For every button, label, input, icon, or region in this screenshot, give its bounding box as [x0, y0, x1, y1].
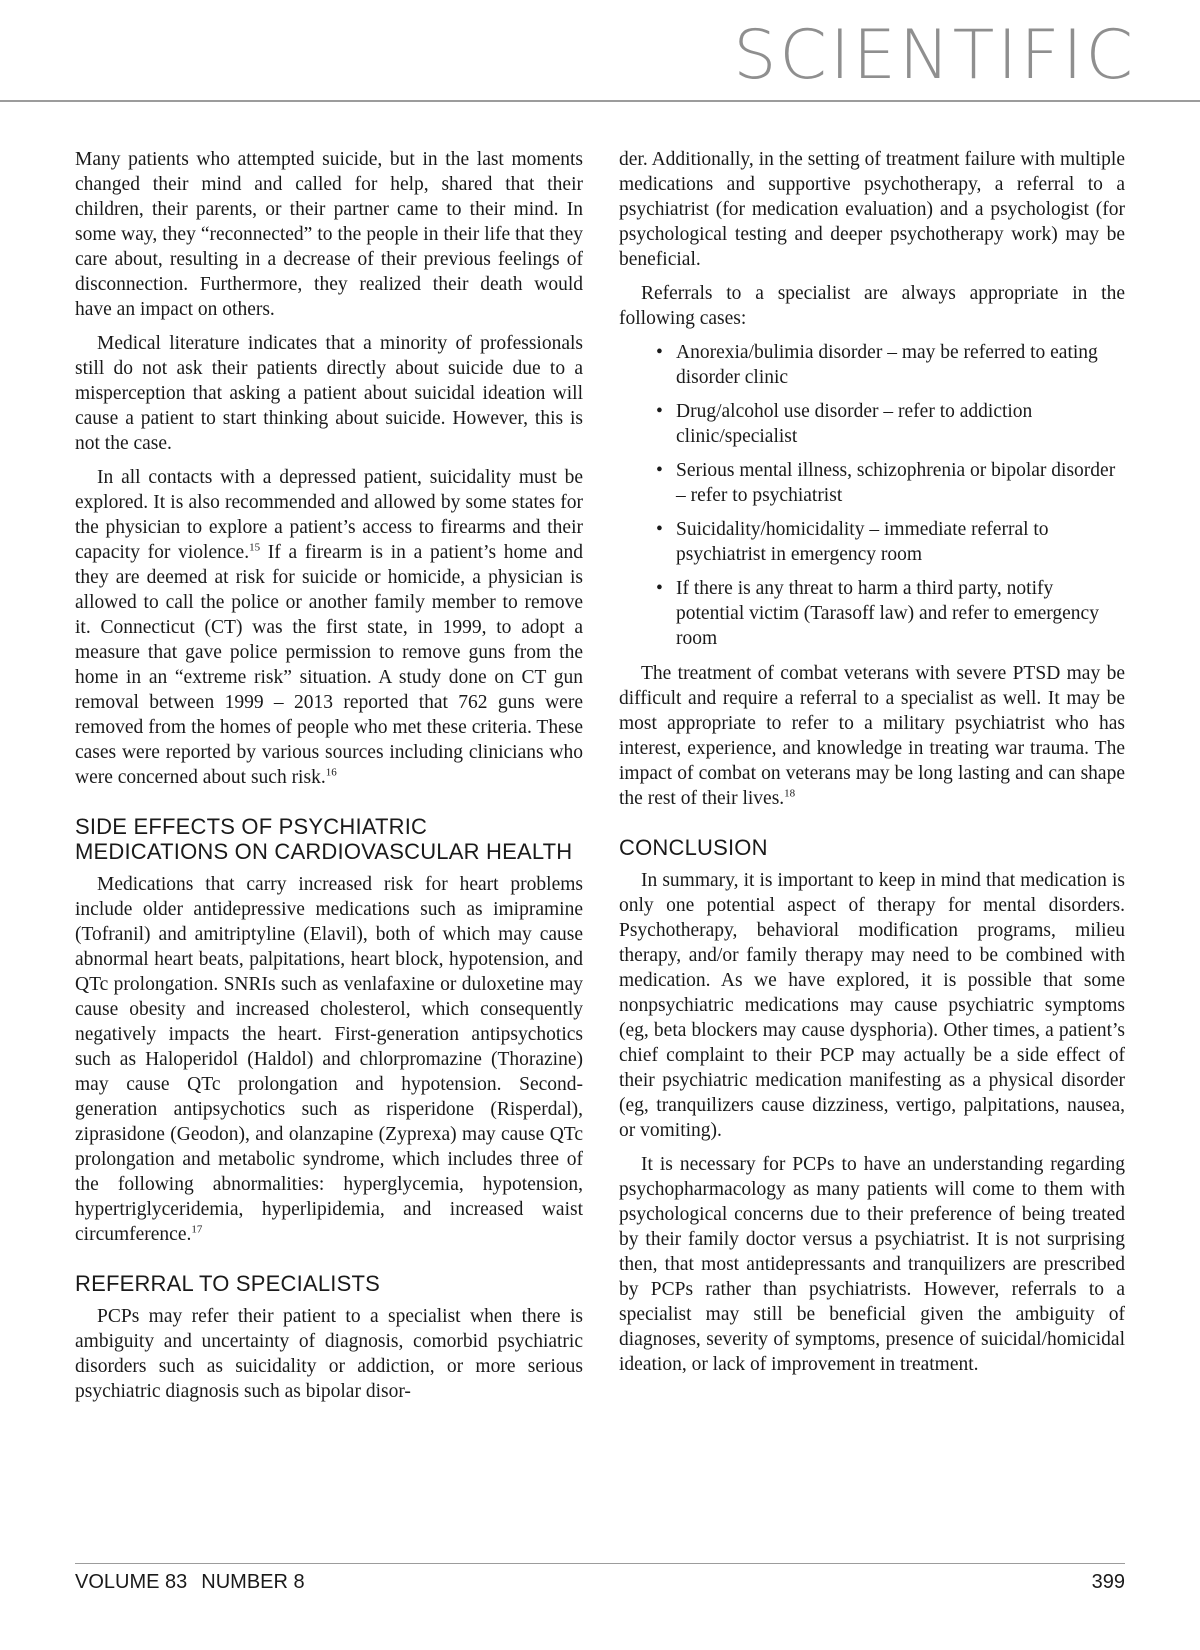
- footer-number: NUMBER 8: [201, 1571, 305, 1593]
- paragraph: PCPs may refer their patient to a specialist when there is ambiguity and uncertainty of diagnosis, comorbid psychiatric disorders such as suicidality or addiction, or more serious psychiatric diagnosis such as bipolar disor-: [75, 1306, 583, 1402]
- list-item: [656, 340, 1125, 390]
- list-item-text: If there is any threat to harm a third party, notify potential victim (Tarasoff law) and refer to emergency room: [676, 578, 1099, 649]
- section-heading: SIDE EFFECTS OF PSYCHIATRIC MEDICATIONS ON CARDIOVASCULAR HEALTH: [75, 814, 573, 864]
- paragraph-text: If a firearm is in a patient’s home and they are deemed at risk for suicide or homicide, a physician is allowed to call the police or another family member to remove it. Connecticut (CT) was the first state, in 1999, to adopt a measure that gave police permission to remove guns from the home in an “extreme risk” situation. A study done on CT gun removal between 1999 – 2013 reported that 762 guns were removed from the homes of people who met these criteria. These cases were reported by various sources including clinicians who were concerned about such risk.: [75, 542, 583, 788]
- reference-superscript: 16: [325, 766, 337, 779]
- paragraph: [75, 872, 583, 1247]
- section-heading: REFERRAL TO SPECIALISTS: [75, 1271, 380, 1296]
- header-divider: [0, 100, 1200, 102]
- footer-divider: [75, 1563, 1125, 1564]
- referral-list: [619, 340, 1125, 651]
- footer-volume-info: [75, 1571, 305, 1594]
- bullet-icon: •: [656, 460, 663, 481]
- page-number: 399: [1091, 1571, 1125, 1593]
- paragraph: In summary, it is important to keep in mind that medication is only one potential aspect of therapy for mental disorders. Psychotherapy, behavioral modification programs, milieu therapy, and/or family therapy may need to be combined with medication. As we have explored, it is possible that some nonpsychiatric medications may cause psychiatric symptoms (eg, beta blockers may cause dysphoria). Other times, a patient’s chief complaint to their PCP may actually be a side effect of their psychiatric medication manifesting as a physical disorder (eg, tranquilizers cause dizziness, vertigo, palpitations, nausea, or vomiting).: [619, 870, 1125, 1141]
- reference-superscript: 17: [191, 1223, 203, 1236]
- list-item-text: Anorexia/bulimia disorder – may be referred to eating disorder clinic: [676, 342, 1098, 388]
- reference-superscript: 18: [784, 787, 796, 800]
- reference-superscript: 15: [249, 541, 261, 554]
- paragraph-text: Medications that carry increased risk for heart problems include older antidepressive medications such as imipramine (Tofranil) and amitriptyline (Elavil), both of which may cause abnormal heart beats, palpitations, heart block, hypotension, and QTc prolongation. SNRIs such as venlafaxine or duloxetine may cause obesity and increased cholesterol, which consequently negatively impacts the heart. First-generation antipsychotics such as Haloperidol (Haldol) and chlorpromazine (Thorazine) may cause QTc prolongation and hypotension. Second-generation antipsychotics such as risperidone (Risperdal), ziprasidone (Geodon), and olanzapine (Zyprexa) may cause QTc prolongation and metabolic syndrome, which includes three of the following abnormalities: hyperglycemia, hypotension, hypertriglyceridemia, hyperlipidemia, and increased waist circumference.: [75, 874, 583, 1245]
- left-column: [75, 147, 583, 1413]
- list-item: [656, 517, 1125, 567]
- paragraph-text: In all contacts with a depressed patient, suicidality must be explored. It is also recommended and allowed by some states for the physician to explore a patient’s access to firearms and their capacity for violence.: [75, 467, 583, 563]
- paragraph: Referrals to a specialist are always appropriate in the following cases:: [619, 283, 1125, 329]
- bullet-icon: •: [656, 401, 663, 422]
- paragraph: Medical literature indicates that a minority of professionals still do not ask their patients directly about suicide due to a misperception that asking a patient about suicidal ideation will cause a patient to start thinking about suicide. However, this is not the case.: [75, 333, 583, 454]
- bullet-icon: •: [656, 519, 663, 540]
- list-item-text: Suicidality/homicidality – immediate referral to psychiatrist in emergency room: [676, 519, 1049, 565]
- bullet-icon: •: [656, 342, 663, 363]
- paragraph: It is necessary for PCPs to have an understanding regarding psychopharmacology as many patients will come to them with psychological concerns due to their preference of being treated by their family doctor versus a psychiatrist. It is not surprising then, that most antidepressants and tranquilizers are prescribed by PCPs rather than psychiatrists. However, referrals to a specialist may still be beneficial given the ambiguity of diagnoses, severity of symptoms, presence of suicidal/homicidal ideation, or lack of improvement in treatment.: [619, 1154, 1125, 1375]
- list-item: [656, 458, 1125, 508]
- section-heading: CONCLUSION: [619, 835, 768, 860]
- paragraph: der. Additionally, in the setting of treatment failure with multiple medications and supportive psychotherapy, a referral to a psychiatrist (for medication evaluation) and a psychologist (for psychological testing and deeper psychotherapy work) may be beneficial.: [619, 149, 1125, 270]
- bullet-icon: •: [656, 578, 663, 599]
- list-item: [656, 399, 1125, 449]
- paragraph: Many patients who attempted suicide, but in the last moments changed their mind and called for help, shared that their children, their parents, or their partner came to their mind. In some way, they “reconnected” to the people in their life that they care about, resulting in a decrease of their previous feelings of disconnection. Furthermore, they realized their death would have an impact on others.: [75, 149, 583, 320]
- paragraph-text: The treatment of combat veterans with severe PTSD may be difficult and require a referral to a specialist as well. It may be most appropriate to refer to a military psychiatrist who has interest, experience, and knowledge in treating war trauma. The impact of combat on veterans may be long lasting and can shape the rest of their lives.: [619, 663, 1125, 809]
- list-item-text: Serious mental illness, schizophrenia or bipolar disorder – refer to psychiatrist: [676, 460, 1116, 506]
- paragraph: [619, 661, 1125, 811]
- paragraph: [75, 465, 583, 790]
- list-item: [656, 576, 1125, 651]
- section-label: SCIENTIFIC: [733, 16, 1136, 95]
- right-column: [619, 147, 1125, 1386]
- footer-volume: VOLUME 83: [75, 1571, 188, 1593]
- list-item-text: Drug/alcohol use disorder – refer to addiction clinic/specialist: [676, 401, 1033, 447]
